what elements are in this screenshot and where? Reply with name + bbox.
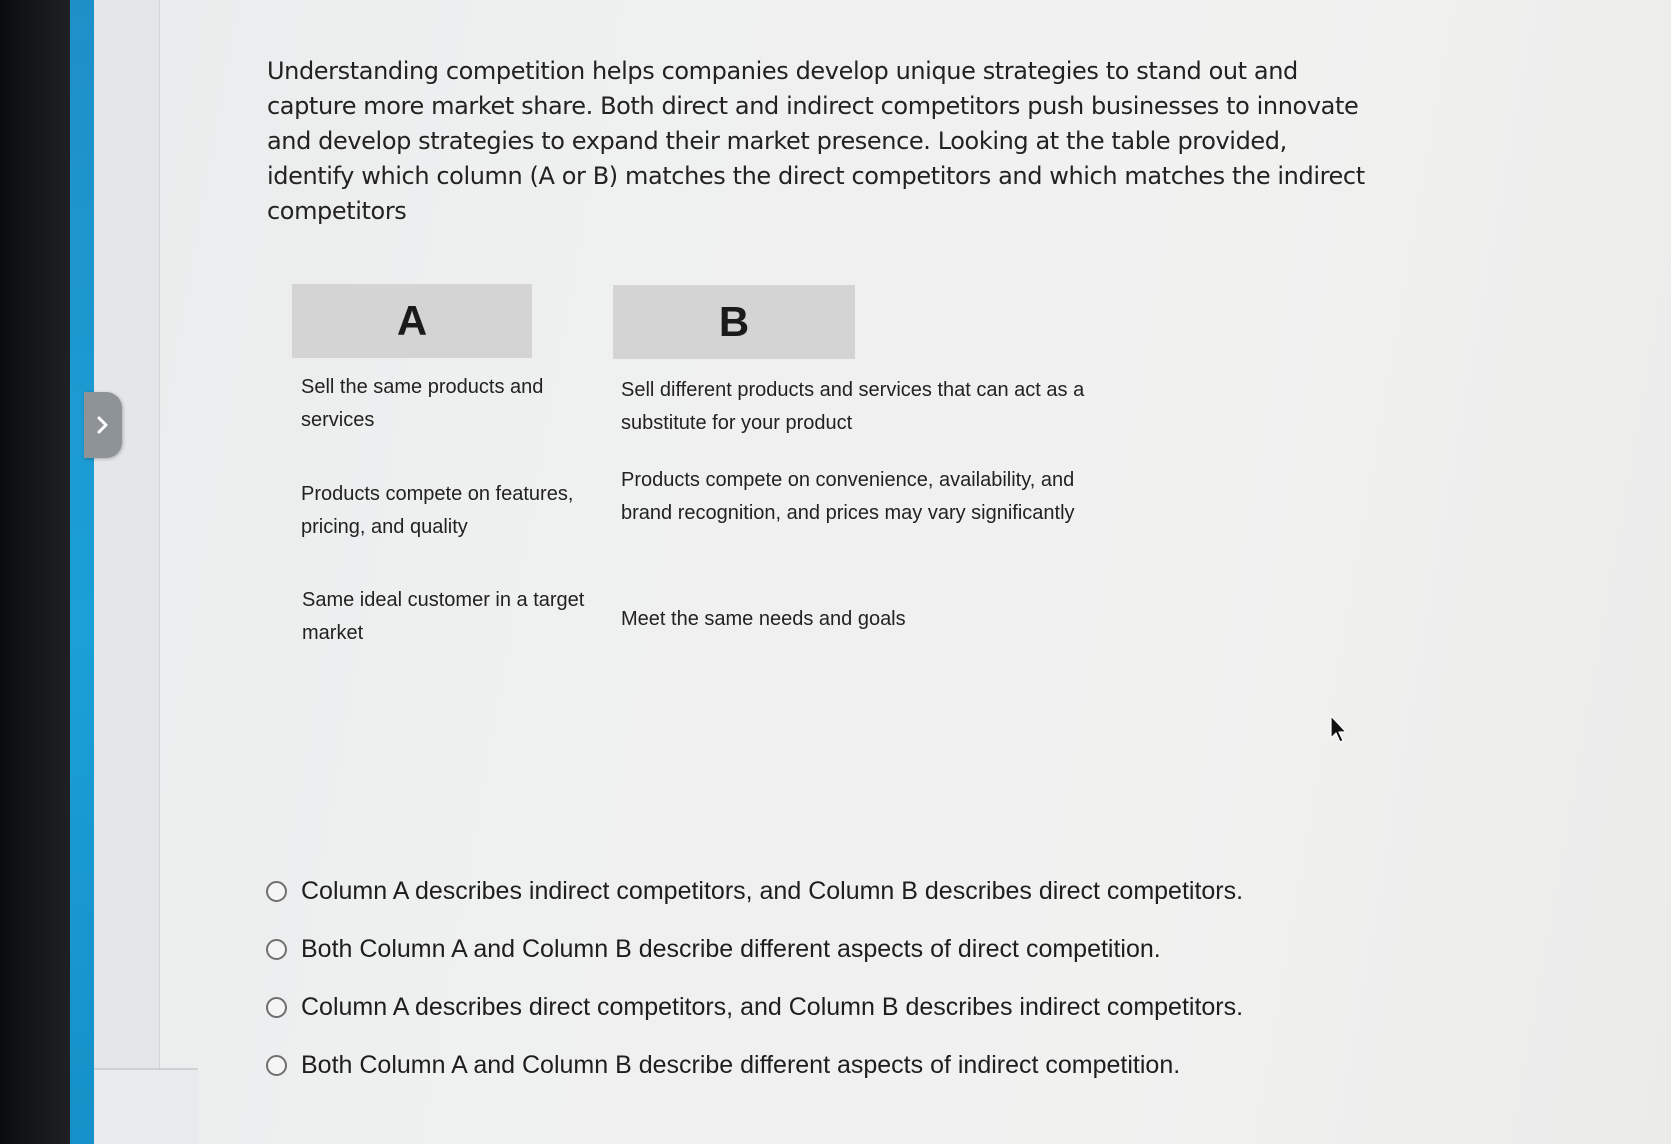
radio-button[interactable] [266, 1055, 287, 1076]
column-a-row-1: Sell the same products and services [301, 376, 544, 431]
answer-option-4[interactable] [266, 1046, 1356, 1084]
sidebar-expand-button[interactable] [84, 392, 122, 458]
column-b-row-3: Meet the same needs and goals [621, 608, 906, 630]
answer-option-label[interactable]: Column A describes indirect competitors, and Column B describes direct competitors. [301, 876, 1244, 905]
answer-option-label[interactable]: Column A describes direct competitors, and Column B describes indirect competitors. [301, 992, 1244, 1021]
chevron-right-icon [96, 415, 110, 435]
column-a-row-3: Same ideal customer in a target market [302, 589, 585, 644]
column-b-row-2: Products compete on convenience, availability, and brand recognition, and prices may vary significantly [621, 469, 1075, 524]
column-a-row-2: Products compete on features, pricing, and quality [301, 483, 574, 538]
question-text: Understanding competition helps companies develop unique strategies to stand out and capture more market share. Both direct and indirect competitors push businesses to innovate and develop strategies to expand their market presence. Looking at the table provided, identify which column (A or B) matches the direct competitors and which matches the indirect competitors [267, 57, 1365, 225]
answer-option-1[interactable] [266, 872, 1356, 910]
sidebar-footer [94, 1070, 198, 1144]
answer-option-label[interactable]: Both Column A and Column B describe different aspects of indirect competition. [301, 1050, 1181, 1079]
radio-button[interactable] [266, 997, 287, 1018]
radio-button[interactable] [266, 881, 287, 902]
answer-option-3[interactable] [266, 988, 1356, 1026]
column-a-header: A [292, 284, 532, 358]
sidebar-accent-bar [70, 0, 94, 1144]
radio-button[interactable] [266, 939, 287, 960]
column-b-header: B [613, 285, 855, 359]
answer-option-label[interactable]: Both Column A and Column B describe different aspects of direct competition. [301, 934, 1161, 963]
left-black-edge [0, 0, 70, 1144]
mouse-pointer-icon [1329, 715, 1349, 750]
sidebar-panel [94, 0, 160, 1070]
answer-option-2[interactable] [266, 930, 1356, 968]
column-b-row-1: Sell different products and services that can act as a substitute for your product [621, 379, 1085, 434]
answer-options [266, 872, 1356, 1104]
